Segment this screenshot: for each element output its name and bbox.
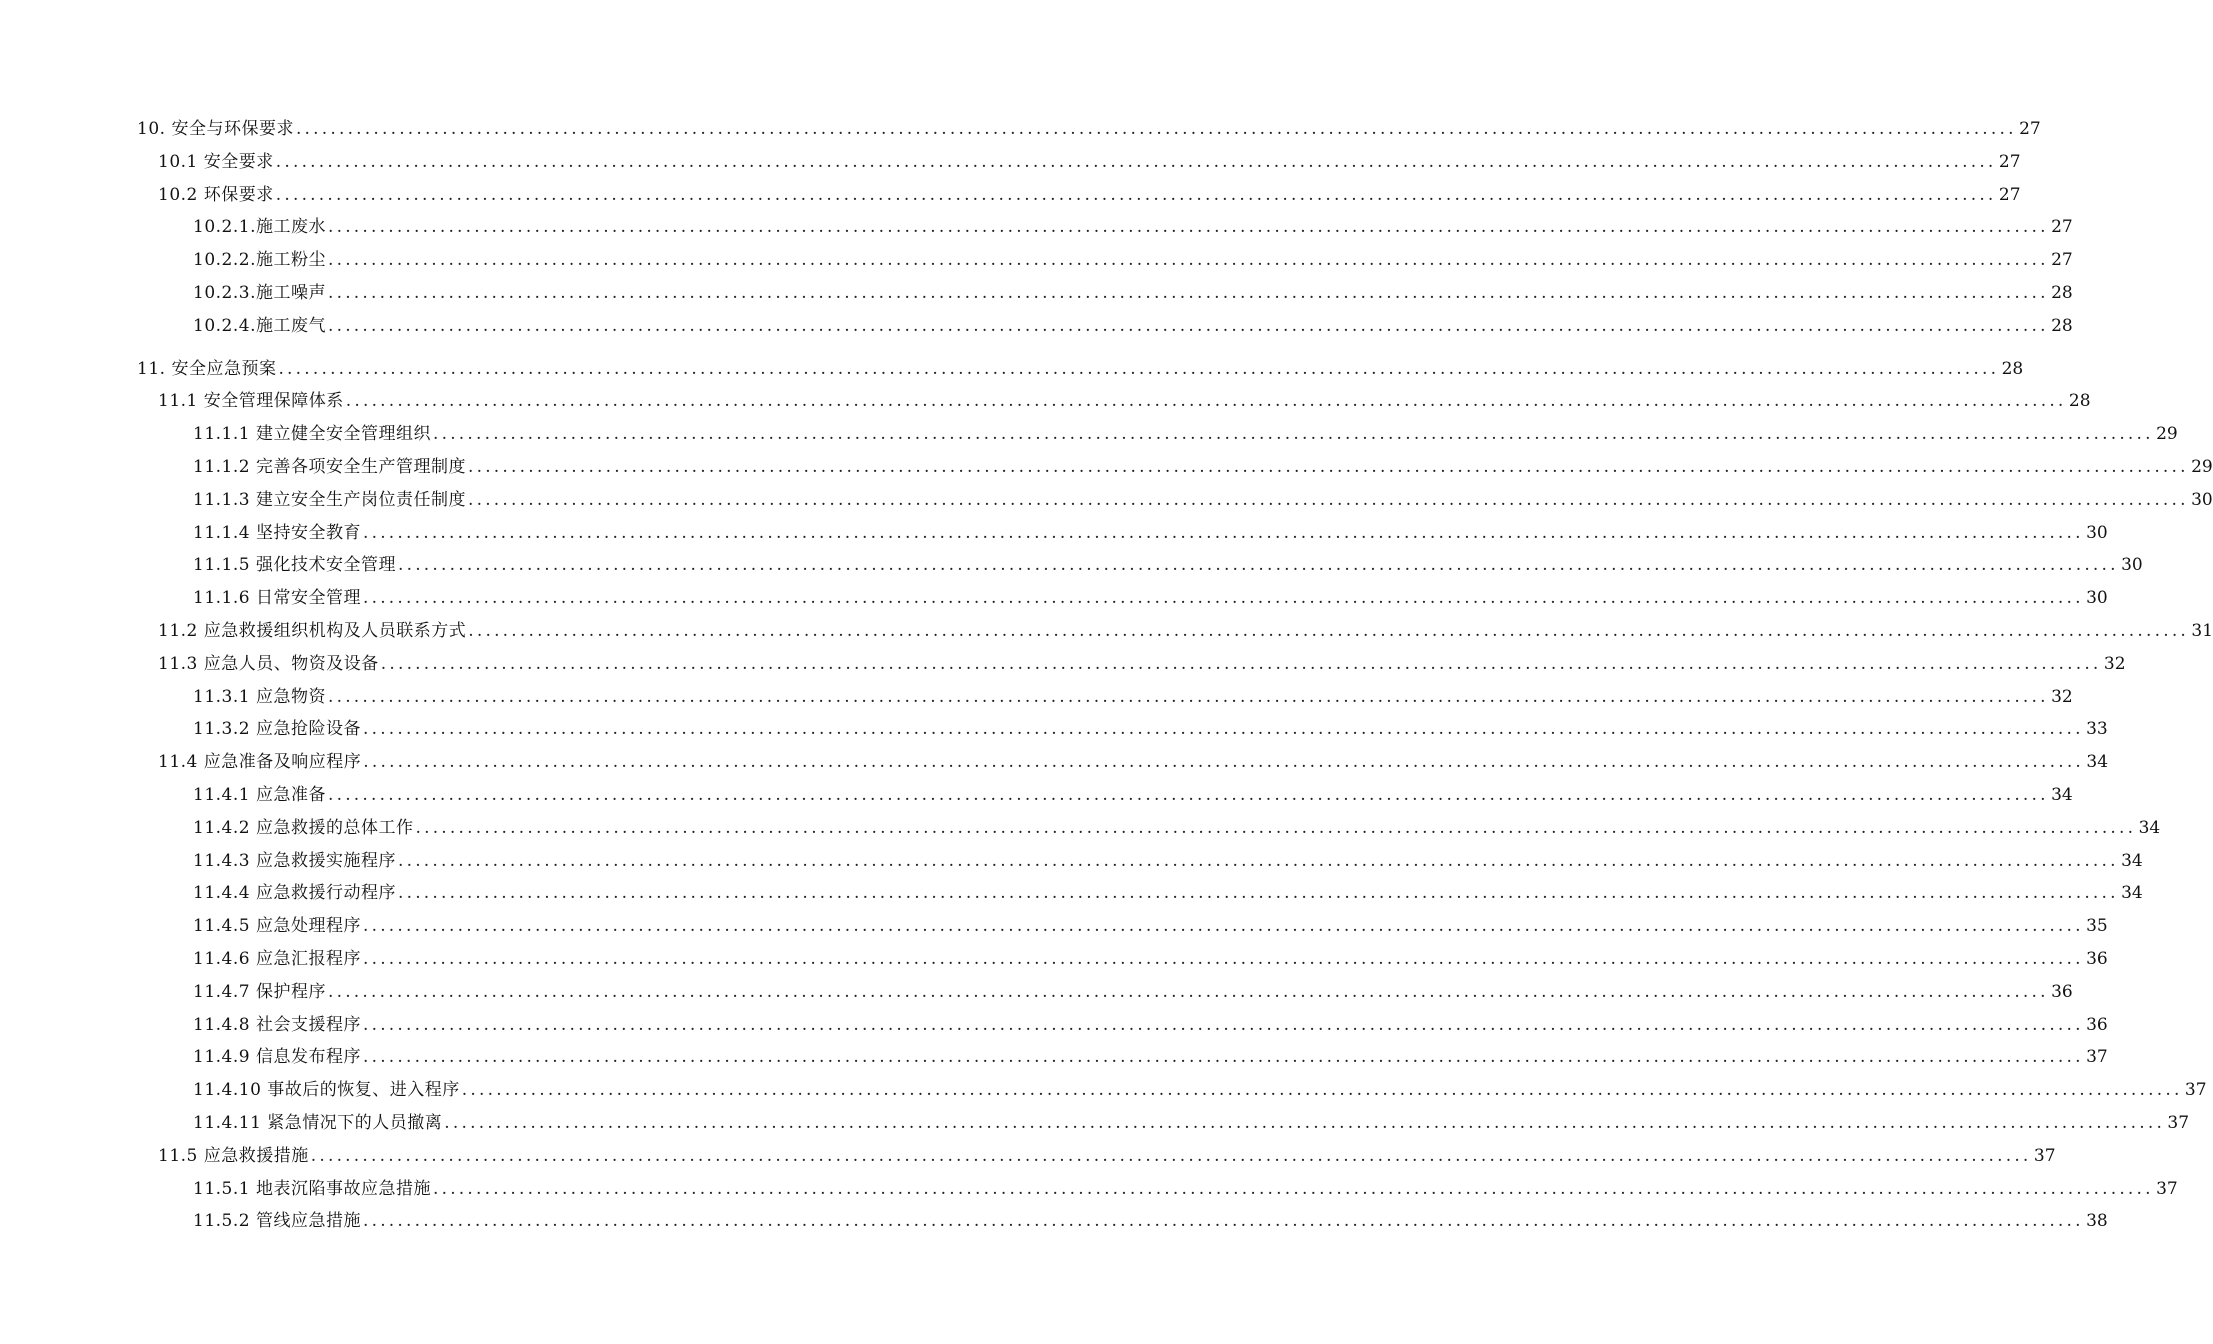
toc-entry[interactable] xyxy=(193,451,2213,479)
toc-entry-title: 11.2 应急救援组织机构及人员联系方式 xyxy=(158,621,467,641)
toc-entry[interactable] xyxy=(158,1140,2056,1168)
dot-leader: ........................................................................................................................................................................................................ xyxy=(362,522,2084,543)
toc-entry-title: 11.4.4 应急救援行动程序 xyxy=(193,883,396,904)
toc-entry-title: 11.1.3 建立安全生产岗位责任制度 xyxy=(193,489,466,510)
dot-leader: ........................................................................................................................................................................................................ xyxy=(432,1178,2154,1199)
toc-entry[interactable] xyxy=(158,615,2213,643)
dot-leader: ........................................................................................................................................................................................................ xyxy=(362,916,2084,937)
toc-entry[interactable] xyxy=(158,385,2091,413)
toc-entry[interactable] xyxy=(193,976,2073,1004)
toc-entry-title: 11. 安全应急预案 xyxy=(137,358,277,379)
toc-entry-title: 10.2.3.施工噪声 xyxy=(193,283,326,303)
toc-entry[interactable] xyxy=(193,582,2108,610)
toc-entry-page-number: 34 xyxy=(2121,883,2143,904)
toc-entry[interactable] xyxy=(193,812,2161,840)
toc-entry-page-number: 35 xyxy=(2086,916,2108,937)
toc-entry-page-number: 34 xyxy=(2086,752,2109,773)
dot-leader: ........................................................................................................................................................................................................ xyxy=(362,1014,2084,1035)
toc-entry-title: 10.2.2.施工粉尘 xyxy=(193,250,326,271)
toc-entry-page-number: 32 xyxy=(2103,653,2126,674)
toc-entry-title: 11.3 应急人员、物资及设备 xyxy=(158,653,379,674)
toc-entry-page-number: 30 xyxy=(2086,522,2108,543)
toc-entry[interactable] xyxy=(193,484,2213,512)
toc-entry-title: 11.4.1 应急准备 xyxy=(193,785,326,805)
toc-entry[interactable] xyxy=(193,910,2108,938)
toc-entry-page-number: 29 xyxy=(2191,457,2213,477)
toc-entry[interactable] xyxy=(193,1205,2108,1233)
toc-entry-title: 10. 安全与环保要求 xyxy=(137,119,294,139)
toc-entry[interactable] xyxy=(193,877,2143,905)
dot-leader: ........................................................................................................................................................................................................ xyxy=(380,653,2102,674)
toc-entry-page-number: 31 xyxy=(2191,621,2213,641)
dot-leader: ........................................................................................................................................................................................................ xyxy=(362,1211,2084,1232)
toc-entry[interactable] xyxy=(193,211,2073,239)
toc-entry[interactable] xyxy=(137,353,2024,381)
toc-entry-title: 11.4.9 信息发布程序 xyxy=(193,1047,361,1068)
dot-leader: ........................................................................................................................................................................................................ xyxy=(362,949,2084,969)
toc-entry-title: 11.3.1 应急物资 xyxy=(193,686,326,707)
toc-entry[interactable] xyxy=(193,845,2143,873)
toc-entry-title: 11.4.8 社会支援程序 xyxy=(193,1014,361,1035)
toc-entry[interactable] xyxy=(193,418,2178,446)
toc-entry-page-number: 34 xyxy=(2138,817,2161,838)
dot-leader: ........................................................................................................................................................................................................ xyxy=(397,555,2119,576)
dot-leader: ........................................................................................................................................................................................................ xyxy=(327,250,2049,271)
toc-entry[interactable] xyxy=(158,179,2021,207)
toc-entry-page-number: 30 xyxy=(2191,489,2213,510)
toc-entry-page-number: 29 xyxy=(2156,424,2178,445)
toc-entry-page-number: 33 xyxy=(2086,719,2108,740)
toc-entry-title: 11.5.1 地表沉陷事故应急措施 xyxy=(193,1178,431,1199)
toc-entry-page-number: 37 xyxy=(2033,1145,2056,1166)
toc-entry[interactable] xyxy=(193,244,2073,272)
toc-entry[interactable] xyxy=(193,779,2073,807)
dot-leader: ........................................................................................................................................................................................................ xyxy=(362,588,2084,609)
toc-entry-page-number: 30 xyxy=(2121,555,2143,576)
toc-entry-page-number: 36 xyxy=(2086,1014,2108,1035)
dot-leader: ........................................................................................................................................................................................................ xyxy=(275,151,1997,172)
toc-entry-title: 11.1.6 日常安全管理 xyxy=(193,588,361,609)
toc-entry-title: 11.1.4 坚持安全教育 xyxy=(193,522,361,543)
toc-entry[interactable] xyxy=(193,1107,2190,1135)
toc-entry-title: 11.5 应急救援措施 xyxy=(158,1145,309,1166)
dot-leader: ........................................................................................................................................................................................................ xyxy=(415,817,2137,838)
dot-leader: ........................................................................................................................................................................................................ xyxy=(432,424,2154,445)
dot-leader: ........................................................................................................................................................................................................ xyxy=(327,981,2049,1002)
toc-entry-title: 10.2 环保要求 xyxy=(158,184,274,205)
toc-entry-title: 10.2.4.施工废气 xyxy=(193,315,326,336)
dot-leader: ........................................................................................................................................................................................................ xyxy=(468,621,2190,641)
toc-entry[interactable] xyxy=(193,1041,2108,1069)
toc-entry-title: 10.2.1.施工废水 xyxy=(193,217,326,238)
toc-entry-page-number: 27 xyxy=(1998,151,2021,172)
toc-entry-page-number: 36 xyxy=(2051,981,2073,1002)
dot-leader: ........................................................................................................................................................................................................ xyxy=(295,119,2017,139)
toc-entry[interactable] xyxy=(193,1009,2108,1037)
toc-entry[interactable] xyxy=(158,746,2109,774)
dot-leader: ........................................................................................................................................................................................................ xyxy=(362,1047,2084,1068)
toc-entry[interactable] xyxy=(193,713,2108,741)
dot-leader: ........................................................................................................................................................................................................ xyxy=(397,850,2119,871)
toc-entry-title: 11.4.5 应急处理程序 xyxy=(193,916,361,937)
toc-entry-page-number: 32 xyxy=(2051,686,2073,707)
toc-entry-title: 11.4.7 保护程序 xyxy=(193,981,326,1002)
toc-entry-page-number: 27 xyxy=(2051,217,2073,238)
dot-leader: ........................................................................................................................................................................................................ xyxy=(327,686,2049,707)
toc-entry[interactable] xyxy=(158,146,2021,174)
toc-entry-page-number: 37 xyxy=(2167,1113,2190,1133)
toc-entry-page-number: 37 xyxy=(2086,1047,2108,1068)
toc-entry[interactable] xyxy=(158,648,2126,676)
dot-leader: ........................................................................................................................................................................................................ xyxy=(467,489,2189,510)
dot-leader: ........................................................................................................................................................................................................ xyxy=(275,184,1997,205)
toc-entry-page-number: 37 xyxy=(2184,1080,2207,1101)
toc-entry-page-number: 34 xyxy=(2121,850,2143,871)
toc-entry-title: 11.1.1 建立健全安全管理组织 xyxy=(193,424,431,445)
toc-entry-page-number: 28 xyxy=(2001,358,2024,379)
toc-entry-title: 11.4.3 应急救援实施程序 xyxy=(193,850,396,871)
toc-entry[interactable] xyxy=(193,681,2073,709)
toc-entry-page-number: 28 xyxy=(2051,315,2073,336)
toc-entry[interactable] xyxy=(193,1074,2207,1102)
dot-leader: ........................................................................................................................................................................................................ xyxy=(362,719,2084,740)
toc-entry-title: 10.1 安全要求 xyxy=(158,151,274,172)
toc-entry[interactable] xyxy=(193,277,2073,305)
toc-entry-page-number: 27 xyxy=(2051,250,2073,271)
toc-entry-title: 11.5.2 管线应急措施 xyxy=(193,1211,361,1232)
toc-entry-page-number: 28 xyxy=(2051,283,2073,303)
toc-entry-title: 11.4.11 紧急情况下的人员撤离 xyxy=(193,1113,443,1133)
toc-entry-title: 11.1.5 强化技术安全管理 xyxy=(193,555,396,576)
toc-entry-page-number: 37 xyxy=(2156,1178,2178,1199)
toc-entry[interactable] xyxy=(137,113,2041,141)
dot-leader: ........................................................................................................................................................................................................ xyxy=(310,1145,2032,1166)
dot-leader: ........................................................................................................................................................................................................ xyxy=(363,752,2085,773)
toc-entry-page-number: 27 xyxy=(1998,184,2021,205)
toc-entry[interactable] xyxy=(193,549,2143,577)
toc-entry[interactable] xyxy=(193,517,2108,545)
dot-leader: ........................................................................................................................................................................................................ xyxy=(327,217,2049,238)
dot-leader: ........................................................................................................................................................................................................ xyxy=(461,1080,2183,1101)
toc-entry-page-number: 27 xyxy=(2019,119,2041,139)
toc-entry-page-number: 28 xyxy=(2068,391,2091,412)
toc-entry-title: 11.1 安全管理保障体系 xyxy=(158,391,344,412)
toc-entry-page-number: 36 xyxy=(2086,949,2108,969)
toc-entry-title: 11.4.6 应急汇报程序 xyxy=(193,949,361,969)
toc-entry-title: 11.4.2 应急救援的总体工作 xyxy=(193,817,414,838)
dot-leader: ........................................................................................................................................................................................................ xyxy=(397,883,2119,904)
dot-leader: ........................................................................................................................................................................................................ xyxy=(278,358,2000,379)
toc-entry-title: 11.4 应急准备及响应程序 xyxy=(158,752,362,773)
toc-entry-title: 11.1.2 完善各项安全生产管理制度 xyxy=(193,457,466,477)
dot-leader: ........................................................................................................................................................................................................ xyxy=(444,1113,2166,1133)
toc-entry-page-number: 30 xyxy=(2086,588,2108,609)
toc-entry[interactable] xyxy=(193,1173,2178,1201)
dot-leader: ........................................................................................................................................................................................................ xyxy=(327,283,2049,303)
toc-entry-title: 11.4.10 事故后的恢复、进入程序 xyxy=(193,1080,460,1101)
toc-entry-page-number: 38 xyxy=(2086,1211,2108,1232)
toc-entry[interactable] xyxy=(193,943,2108,971)
dot-leader: ........................................................................................................................................................................................................ xyxy=(345,391,2067,412)
toc-entry-page-number: 34 xyxy=(2051,785,2073,805)
dot-leader: ........................................................................................................................................................................................................ xyxy=(327,785,2049,805)
toc-entry-title: 11.3.2 应急抢险设备 xyxy=(193,719,361,740)
dot-leader: ........................................................................................................................................................................................................ xyxy=(327,315,2049,336)
dot-leader: ........................................................................................................................................................................................................ xyxy=(467,457,2189,477)
toc-entry[interactable] xyxy=(193,310,2073,338)
